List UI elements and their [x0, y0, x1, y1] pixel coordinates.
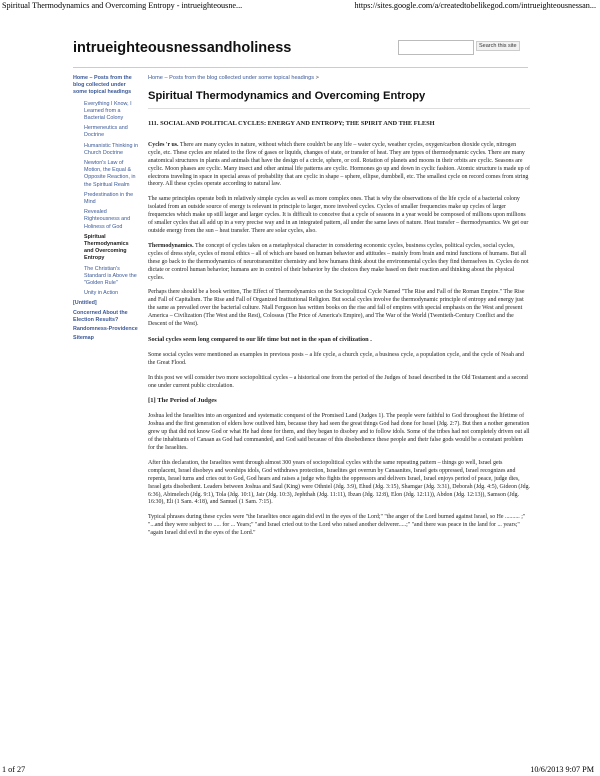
print-header-url: https://sites.google.com/a/createdtobelikegod.com/intrueighteousnessan... — [354, 1, 596, 10]
page-title: Spiritual Thermodynamics and Overcoming Entropy — [148, 90, 426, 102]
sidebar-item-home[interactable]: Home – Posts from the blog collected under some topical headings — [73, 75, 132, 96]
sidebar-item-humanistic-thinking[interactable]: Humanistic Thinking in Church Doctrine — [84, 142, 139, 156]
print-date: 10/6/2013 9:07 PM — [530, 765, 594, 774]
paragraph: In this post we will consider two more sociopolitical cycles – a historical one from the period of the Judges of Israel described in the Old Testament and a second one under current public circulation. — [148, 374, 528, 389]
sidebar-item-untitled[interactable]: [Untitled] — [73, 300, 97, 307]
sidebar-nav — [73, 75, 139, 345]
paragraph-text: The concept of cycles takes on a metaphysical character in considering economic cycles, business cycles, political cycles, social cycles, cycles of dress style, cycles of moral ethics – all of which are based on human behavior and attitudes – mainly from brain and mind functions of humans. But all these go back to the thermodynamics of neurotransmitter chemistry and how humans think about the environmental cycles they find themselves in. Cycles do not dictate or control human behavior; humans are in control of their behavior by the choices they make based on their reaction and thinking about the physical cycles. — [148, 242, 529, 281]
main-content — [148, 75, 530, 545]
subsection-heading: [1] The Period of Judges — [148, 397, 217, 405]
section-heading: 111. SOCIAL AND POLITICAL CYCLES: ENERGY AND ENTROPY; THE SPIRIT AND THE FLESH — [148, 120, 435, 127]
paragraph — [148, 142, 530, 189]
sidebar-item-sitemap[interactable]: Sitemap — [73, 335, 94, 342]
header-divider — [73, 67, 528, 68]
paragraph-lead: Cycles 'r us. — [148, 141, 179, 148]
breadcrumb — [148, 75, 530, 81]
print-header — [0, 0, 600, 12]
title-divider — [148, 108, 530, 109]
paragraph: Joshua led the Israelites into an organized and systematic conquest of the Promised Land (Judges 1). The people were faithful to God throughout the lifetime of Joshua and the first generation of elders how outlived him, because they had seen the great things God had done for Israel (Jdg. 2:7). But then a nother generation grew up that did not know God or what He had done for them, and they began to disobey and to follow idols. Some of the tribes had not completely driven out all of the inhabitants of Canaan as God had commanded, and God said because of this disobedience these people and their false gods would be a constant problem for the Israelites. — [148, 413, 530, 451]
sidebar-item-golden-rule[interactable]: The Christian's Standard is Above the "Golden Rule" — [84, 265, 137, 287]
paragraph: The same principles operate both in relatively simple cycles as well as more complex ones. That is why the observations of the life cycle of a bacterial colony isolated from an outside source of energy is relevant in principle to larger, more involved cycles. Cycles of smaller frequencies make up cycles of larger frequencies which make up still larger and larger cycles. It is difficult to conceive that a cycle of seasons in a year would be composed of millions upon millions of smaller cycles that all add up in a very precise way and in an integrated pattern, all under the same laws of nature. Heat transfer – thermodynamics. We get our outside energy from the sun – heat transfer. There are solar cycles, also. — [148, 196, 529, 234]
sidebar-item-predestination[interactable]: Predestination in the Mind — [84, 191, 134, 206]
paragraph: After this declaration, the Israelites went through almost 300 years of sociopolitical cycles with the same repeating pattern – things go well, Israel gets complacent, Israel disobeys and worships idols, God withdraws protection, Israelites get overrun by Canaanites, Israel gets oppressed, Israel recognizes and repents, Israel turns and cries out to God, God hears and raises a judge who fights the oppressors and delivers Israel, Israel enjoys period of peace, judge dies, Israel gets disobedient. Leaders between Joshua and Saul (King) were Othniel (Jdg. 3:9), Ehud (Jdg. 3:15), Shamgar (Jdg. 3:31), Deborah (Jdg. 4:5), Gideon (Jdg. 6:36), Abimelech (Jdg. 9:1), Tola (Jdg. 10:1), Jair (Jdg. 10:3), Jephthah (Jdg. 11:11), Ibzan (Jdg. 12:8), Elon (Jdg. 12:11)), Abdon (Jdg. 12:13)), Samson (Jdg. 16:30), Eli (1 Sam. 4:18), and Samuel (1 Sam. 7:15). — [148, 459, 530, 506]
breadcrumb-link-home[interactable]: Home – Posts from the blog collected under some topical headings — [148, 75, 315, 81]
sidebar-item-bacterial-colony[interactable]: Everything I Know, I Learned from a Bacterial Colony — [84, 100, 132, 122]
sidebar-subitems — [73, 101, 139, 298]
print-footer — [0, 764, 600, 776]
print-header-title: Spiritual Thermodynamics and Overcoming Entropy - intrueighteousne... — [2, 1, 243, 10]
sidebar-item-unity-in-action[interactable]: Unity in Action — [84, 290, 119, 297]
paragraph: Some social cycles were mentioned as examples in previous posts – a life cycle, a church cycle, a business cycle, a population cycle, and the cycle of Noah and the Great Flood. — [148, 351, 524, 366]
paragraph — [148, 243, 530, 283]
site-title[interactable]: intrueighteousnessandholiness — [73, 40, 292, 56]
sidebar-item-election-results[interactable]: Concerned About the Election Results? — [73, 309, 128, 323]
sidebar-item-randomness-providence[interactable]: Randomness-Providence — [73, 326, 138, 333]
paragraph: Perhaps there should be a book written, The Effect of Thermodynamics on the Sociopolitical Cycle Named "The Rise and Fall of the Roman Empire." The Rise and Fall of Capitalism. The Rise and Fall of Organized Institutional Religion. But social cycles involve the thermodynamic principle of entropy and energy just the same as prevailed over the bacterial culture. Niall Ferguson has written books on the rise and fall of empires with special emphasis on the West and present America – Civilization (The West and the Rest), Colossus (The Price of America's Empire), and The War of the World (Twentieth-Century Conflict and the Descent of the West). — [148, 289, 525, 328]
search-button[interactable]: Search this site — [476, 41, 520, 51]
sidebar-item-hermeneutics[interactable]: Hermeneutics and Doctrine — [84, 125, 128, 139]
breadcrumb-separator: > — [315, 75, 319, 81]
page-number: 1 of 27 — [2, 765, 26, 774]
sidebar-item-spiritual-thermodynamics[interactable]: Spiritual Thermodynamics and Overcoming Entropy — [84, 233, 129, 262]
sidebar-item-newtons-law[interactable]: Newton's Law of Motion, the Equal & Opposite Reaction, in the Spiritual Realm — [84, 160, 136, 188]
sidebar-item-revealed-righteousness[interactable]: Revealed Righteousness and Holiness of God — [84, 209, 131, 230]
paragraph-text: There are many cycles in nature, without which there couldn't be any life – water cycle, weather cycles, oxygen/carbon dioxide cycle, nitrogen cycle, etc. These cycles are related to the flow of gases or liquids, changes of state, or transfer of heat. They are types of thermodynamic cycles. There are many anatomical structures in plants and animals that have the design of a circle, sphere, or coil. Rotation of planets and moons in their orbits are cyclic. Seasons are cyclic. Moon phases are cyclic. Many insect and other animal life patterns are cyclic. Hormones go up and down in cyclic fashion. Atomic structure is made up of electrons traveling in space in special areas of probability that are cyclic in shape – sphere, ellipse, dumbbell, etc. The smallest cycle on record comes from string theory. All these cycles operate according to natural law. — [148, 141, 530, 188]
paragraph-lead: Thermodynamics. — [148, 242, 194, 249]
bold-statement: Social cycles seem long compared to our life time but not in the span of civilization . — [148, 335, 372, 343]
search-input[interactable] — [398, 40, 474, 55]
paragraph: Typical phrases during these cycles were "the Israelites once again did evil in the eyes of the Lord;" "the anger of the Lord burned against Israel, so He .......... ;" "...and they were subject to ..... for ... Years;" "and Israel cried out to the Lord who raised another deliverer.....;" "and there was peace in the land for ... years;" "again Israel did evil in the eyes of the Lord." — [148, 514, 526, 537]
article-body — [148, 120, 530, 538]
